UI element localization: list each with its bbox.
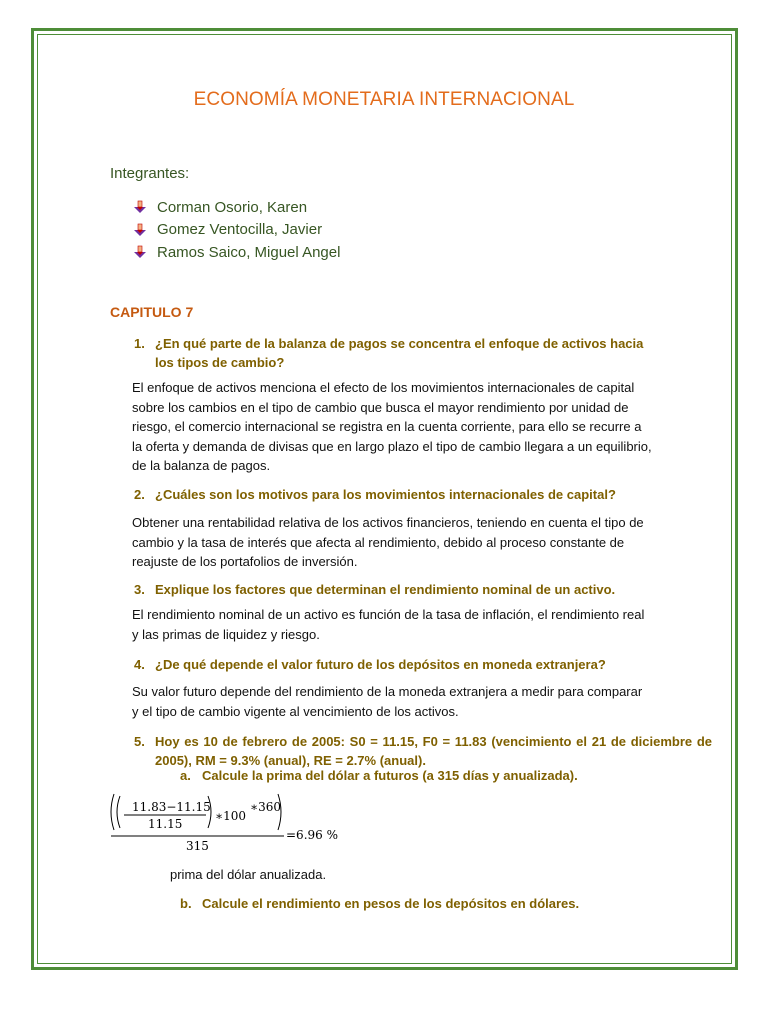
question-number: 2. — [134, 487, 145, 502]
formula-times-360: ∗360 — [250, 800, 282, 814]
formula-days: 315 — [186, 839, 209, 853]
premium-formula — [108, 792, 368, 852]
subquestion-text: Calcule la prima del dólar a futuros (a 315 días y anualizada). — [202, 768, 578, 783]
answer-4: Su valor futuro depende del rendimiento de la moneda extranjera a medir para comparar y el tipo de cambio vigente al vencimiento de los activos. — [132, 684, 643, 719]
question-text: Explique los factores que determinan el rendimiento nominal de un activo. — [155, 582, 616, 597]
member-name: Ramos Saico, Miguel Angel — [157, 243, 341, 261]
formula-note: prima del dólar anualizada. — [170, 867, 327, 882]
question-text: ¿En qué parte de la balanza de pagos se concentra el enfoque de activos hacia los tipos de cambio? — [155, 336, 644, 370]
subquestion-a — [180, 766, 578, 785]
subquestion-text: Calcule el rendimiento en pesos de los depósitos en dólares. — [202, 896, 580, 911]
subquestion-label: a. — [180, 768, 191, 783]
question-text: ¿De qué depende el valor futuro de los depósitos en moneda extranjera? — [155, 657, 606, 672]
question-1 — [134, 334, 664, 372]
member-item — [133, 219, 340, 242]
question-number: 3. — [134, 582, 145, 597]
question-text: ¿Cuáles son los motivos para los movimientos internacionales de capital? — [155, 487, 616, 502]
members-label: Integrantes: — [110, 165, 190, 182]
subquestion-b — [180, 894, 579, 913]
question-2 — [134, 485, 664, 504]
answer-2: Obtener una rentabilidad relativa de los activos financieros, teniendo en cuenta el tipo de cambio y la tasa de interés que afecta al rendimiento, debido al proceso constante de reajuste de los portafolios de inversión. — [132, 515, 644, 569]
formula-diff: 11.83−11.15 — [132, 800, 211, 814]
arrow-bullet-icon — [133, 245, 147, 259]
answer-3: El rendimiento nominal de un activo es función de la tasa de inflación, el rendimiento real y las primas de liquidez y riesgo. — [132, 607, 645, 642]
formula-base: 11.15 — [148, 817, 183, 831]
question-number: 4. — [134, 657, 145, 672]
member-item — [133, 241, 340, 264]
member-name: Corman Osorio, Karen — [157, 198, 308, 216]
member-name: Gomez Ventocilla, Javier — [157, 221, 323, 239]
question-text: Hoy es 10 de febrero de 2005: S0 = 11.15, F0 = 11.83 (vencimiento el 21 de diciembre de 2005), RM = 9.3% (anual), RE = 2.7% (anual). — [155, 734, 712, 768]
chapter-heading: CAPITULO 7 — [110, 304, 194, 320]
document-title: ECONOMÍA MONETARIA INTERNACIONAL — [193, 89, 575, 110]
question-4 — [134, 655, 664, 674]
answer-1: El enfoque de activos menciona el efecto de los movimientos internacionales de capital sobre los cambios en el tipo de cambio que busca el mayor rendimiento por unidad de riesgo, el comercio internacional se registra en la cuenta corriente, para ello se recurre a la oferta y demanda de divisas que en largo plazo el tipo de cambio llegara a un equilibrio, de la balanza de pagos. — [132, 380, 652, 473]
formula-result: =6.96 % — [286, 828, 338, 842]
arrow-bullet-icon — [133, 223, 147, 237]
question-number: 1. — [134, 336, 145, 351]
subquestion-label: b. — [180, 896, 192, 911]
question-3 — [134, 580, 664, 599]
member-item — [133, 196, 340, 219]
formula-times-100: ∗100 — [215, 809, 247, 823]
arrow-bullet-icon — [133, 200, 147, 214]
question-5 — [134, 732, 712, 770]
question-number: 5. — [134, 734, 145, 749]
member-list — [133, 196, 340, 264]
